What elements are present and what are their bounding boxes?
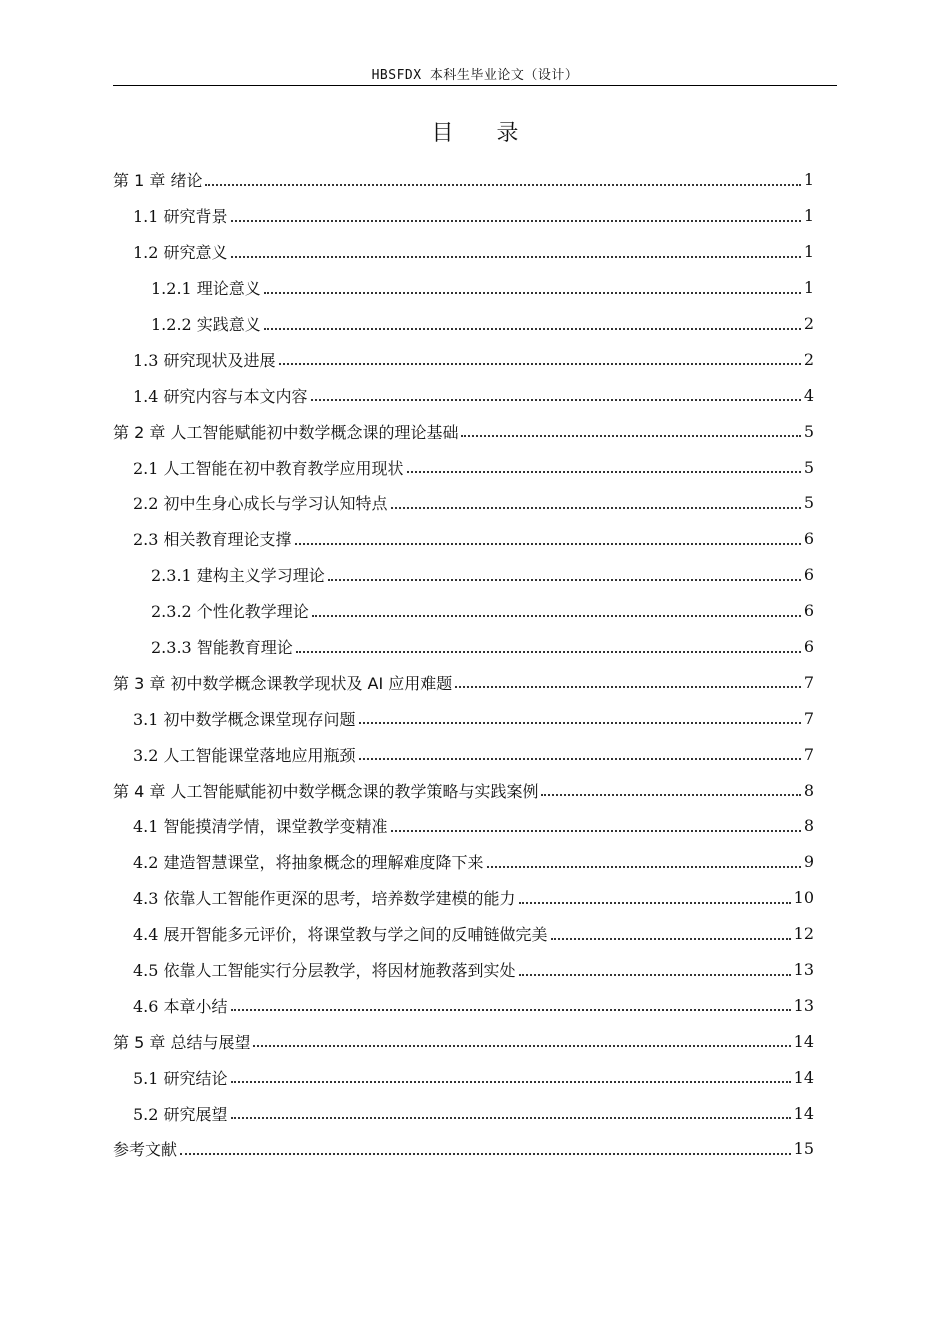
toc-chapter-entry[interactable] <box>113 1131 814 1167</box>
toc-page-number: 7 <box>803 708 814 728</box>
toc-leader-dots <box>328 579 801 581</box>
toc-page-number: 9 <box>803 852 814 872</box>
toc-page-number: 6 <box>803 601 814 621</box>
toc-leader-dots <box>551 938 791 940</box>
toc-leader-dots <box>519 902 791 904</box>
toc-section-entry[interactable] <box>113 629 814 665</box>
toc-entry-label: 3.1 初中数学概念课堂现存问题 <box>133 709 356 729</box>
toc-section-entry[interactable] <box>113 808 814 844</box>
toc-leader-dots <box>541 794 800 796</box>
toc-leader-dots <box>407 471 801 473</box>
toc-section-entry[interactable] <box>113 952 814 988</box>
toc-section-entry[interactable] <box>113 341 814 377</box>
toc-chapter-entry[interactable] <box>113 413 814 449</box>
toc-section-entry[interactable] <box>113 521 814 557</box>
toc-leader-dots <box>461 435 800 437</box>
toc-entry-label: 1.2.1 理论意义 <box>151 279 261 299</box>
toc-entry-label: 参考文献 <box>113 1140 178 1160</box>
toc-page-number: 8 <box>803 780 814 800</box>
toc-entry-label: 2.3.1 建构主义学习理论 <box>151 566 325 586</box>
toc-leader-dots <box>231 1117 791 1119</box>
toc-leader-dots <box>205 184 800 186</box>
toc-page-number: 2 <box>803 349 814 369</box>
toc-page-number: 10 <box>793 888 814 908</box>
toc-entry-label: 4.1 智能摸清学情，课堂教学变精准 <box>133 817 388 837</box>
toc-leader-dots <box>264 292 801 294</box>
toc-page-number: 14 <box>793 1067 814 1087</box>
toc-entry-label: 5.1 研究结论 <box>133 1068 228 1088</box>
toc-leader-dots <box>295 543 801 545</box>
toc-entry-label: 2.3.2 个性化教学理论 <box>151 602 309 622</box>
toc-entry-label: 4.3 依靠人工智能作更深的思考，培养数学建模的能力 <box>133 889 516 909</box>
toc-leader-dots <box>519 974 791 976</box>
toc-page-number: 15 <box>793 1139 814 1159</box>
toc-page-number: 14 <box>793 1103 814 1123</box>
toc-section-entry[interactable] <box>113 198 814 234</box>
toc-leader-dots <box>180 1153 791 1155</box>
toc-entry-label: 1.4 研究内容与本文内容 <box>133 386 308 406</box>
toc-section-entry[interactable] <box>113 916 814 952</box>
toc-leader-dots <box>231 1009 791 1011</box>
toc-page-number: 13 <box>793 995 814 1015</box>
toc-section-entry[interactable] <box>113 593 814 629</box>
toc-section-entry[interactable] <box>113 306 814 342</box>
toc-section-entry[interactable] <box>113 987 814 1023</box>
page-title: 目 录 <box>431 121 537 146</box>
toc-section-entry[interactable] <box>113 1095 814 1131</box>
toc-entry-label: 第 3 章 初中数学概念课教学现状及 AI 应用难题 <box>113 673 453 693</box>
toc-entry-label: 2.2 初中生身心成长与学习认知特点 <box>133 494 388 514</box>
toc-page-number: 13 <box>793 960 814 980</box>
toc-entry-label: 1.2 研究意义 <box>133 243 228 263</box>
toc-leader-dots <box>359 722 801 724</box>
toc-leader-dots <box>487 866 801 868</box>
toc-leader-dots <box>311 399 801 401</box>
toc-page-number: 6 <box>803 637 814 657</box>
toc-leader-dots <box>231 1081 791 1083</box>
toc-leader-dots <box>312 615 801 617</box>
running-header: HBSFDX 本科生毕业论文（设计） <box>371 68 579 83</box>
toc-entry-label: 4.5 依靠人工智能实行分层教学，将因材施教落到实处 <box>133 961 516 981</box>
toc-section-entry[interactable] <box>113 449 814 485</box>
toc-entry-label: 第 5 章 总结与展望 <box>113 1032 251 1052</box>
toc-page-number: 1 <box>803 170 814 190</box>
toc-page-number: 6 <box>803 565 814 585</box>
header-rule <box>113 85 837 86</box>
toc-entry-label: 4.6 本章小结 <box>133 996 228 1016</box>
toc-leader-dots <box>296 651 801 653</box>
toc-page-number: 5 <box>803 457 814 477</box>
toc-section-entry[interactable] <box>113 736 814 772</box>
toc-entry-label: 1.1 研究背景 <box>133 207 228 227</box>
toc-leader-dots <box>264 328 801 330</box>
toc-page-number: 1 <box>803 242 814 262</box>
toc-page-number: 5 <box>803 493 814 513</box>
toc-entry-label: 第 2 章 人工智能赋能初中数学概念课的理论基础 <box>113 422 459 442</box>
toc-page-number: 7 <box>803 672 814 692</box>
toc-leader-dots <box>391 507 801 509</box>
table-of-contents <box>113 162 814 1167</box>
toc-section-entry[interactable] <box>113 1059 814 1095</box>
toc-leader-dots <box>231 256 801 258</box>
toc-leader-dots <box>279 363 801 365</box>
toc-leader-dots <box>231 220 801 222</box>
toc-section-entry[interactable] <box>113 270 814 306</box>
toc-page-number: 12 <box>793 924 814 944</box>
toc-page-number: 1 <box>803 206 814 226</box>
toc-entry-label: 2.3.3 智能教育理论 <box>151 638 293 658</box>
toc-page-number: 6 <box>803 529 814 549</box>
toc-leader-dots <box>455 686 801 688</box>
toc-leader-dots <box>359 758 801 760</box>
toc-section-entry[interactable] <box>113 557 814 593</box>
toc-entry-label: 2.3 相关教育理论支撑 <box>133 530 292 550</box>
toc-page-number: 14 <box>793 1031 814 1051</box>
toc-page-number: 8 <box>803 816 814 836</box>
toc-section-entry[interactable] <box>113 234 814 270</box>
toc-chapter-entry[interactable] <box>113 162 814 198</box>
toc-entry-label: 第 4 章 人工智能赋能初中数学概念课的教学策略与实践案例 <box>113 781 539 801</box>
toc-page-number: 7 <box>803 744 814 764</box>
toc-entry-label: 4.2 建造智慧课堂，将抽象概念的理解难度降下来 <box>133 853 484 873</box>
toc-entry-label: 2.1 人工智能在初中教育教学应用现状 <box>133 458 404 478</box>
toc-entry-label: 5.2 研究展望 <box>133 1104 228 1124</box>
toc-section-entry[interactable] <box>113 844 814 880</box>
toc-entry-label: 第 1 章 绪论 <box>113 171 203 191</box>
toc-entry-label: 4.4 展开智能多元评价，将课堂教与学之间的反哺链做完美 <box>133 925 548 945</box>
toc-chapter-entry[interactable] <box>113 664 814 700</box>
toc-leader-dots <box>391 830 801 832</box>
toc-entry-label: 1.2.2 实践意义 <box>151 315 261 334</box>
toc-chapter-entry[interactable] <box>113 772 814 808</box>
toc-page-number: 4 <box>803 385 814 405</box>
toc-page-number: 2 <box>803 314 814 333</box>
toc-entry-label: 1.3 研究现状及进展 <box>133 350 276 370</box>
toc-entry-label: 3.2 人工智能课堂落地应用瓶颈 <box>133 745 356 765</box>
toc-section-entry[interactable] <box>113 377 814 413</box>
toc-leader-dots <box>253 1045 790 1047</box>
toc-section-entry[interactable] <box>113 880 814 916</box>
toc-section-entry[interactable] <box>113 485 814 521</box>
toc-chapter-entry[interactable] <box>113 1023 814 1059</box>
toc-page-number: 1 <box>803 278 814 298</box>
toc-page-number: 5 <box>803 421 814 441</box>
toc-section-entry[interactable] <box>113 700 814 736</box>
